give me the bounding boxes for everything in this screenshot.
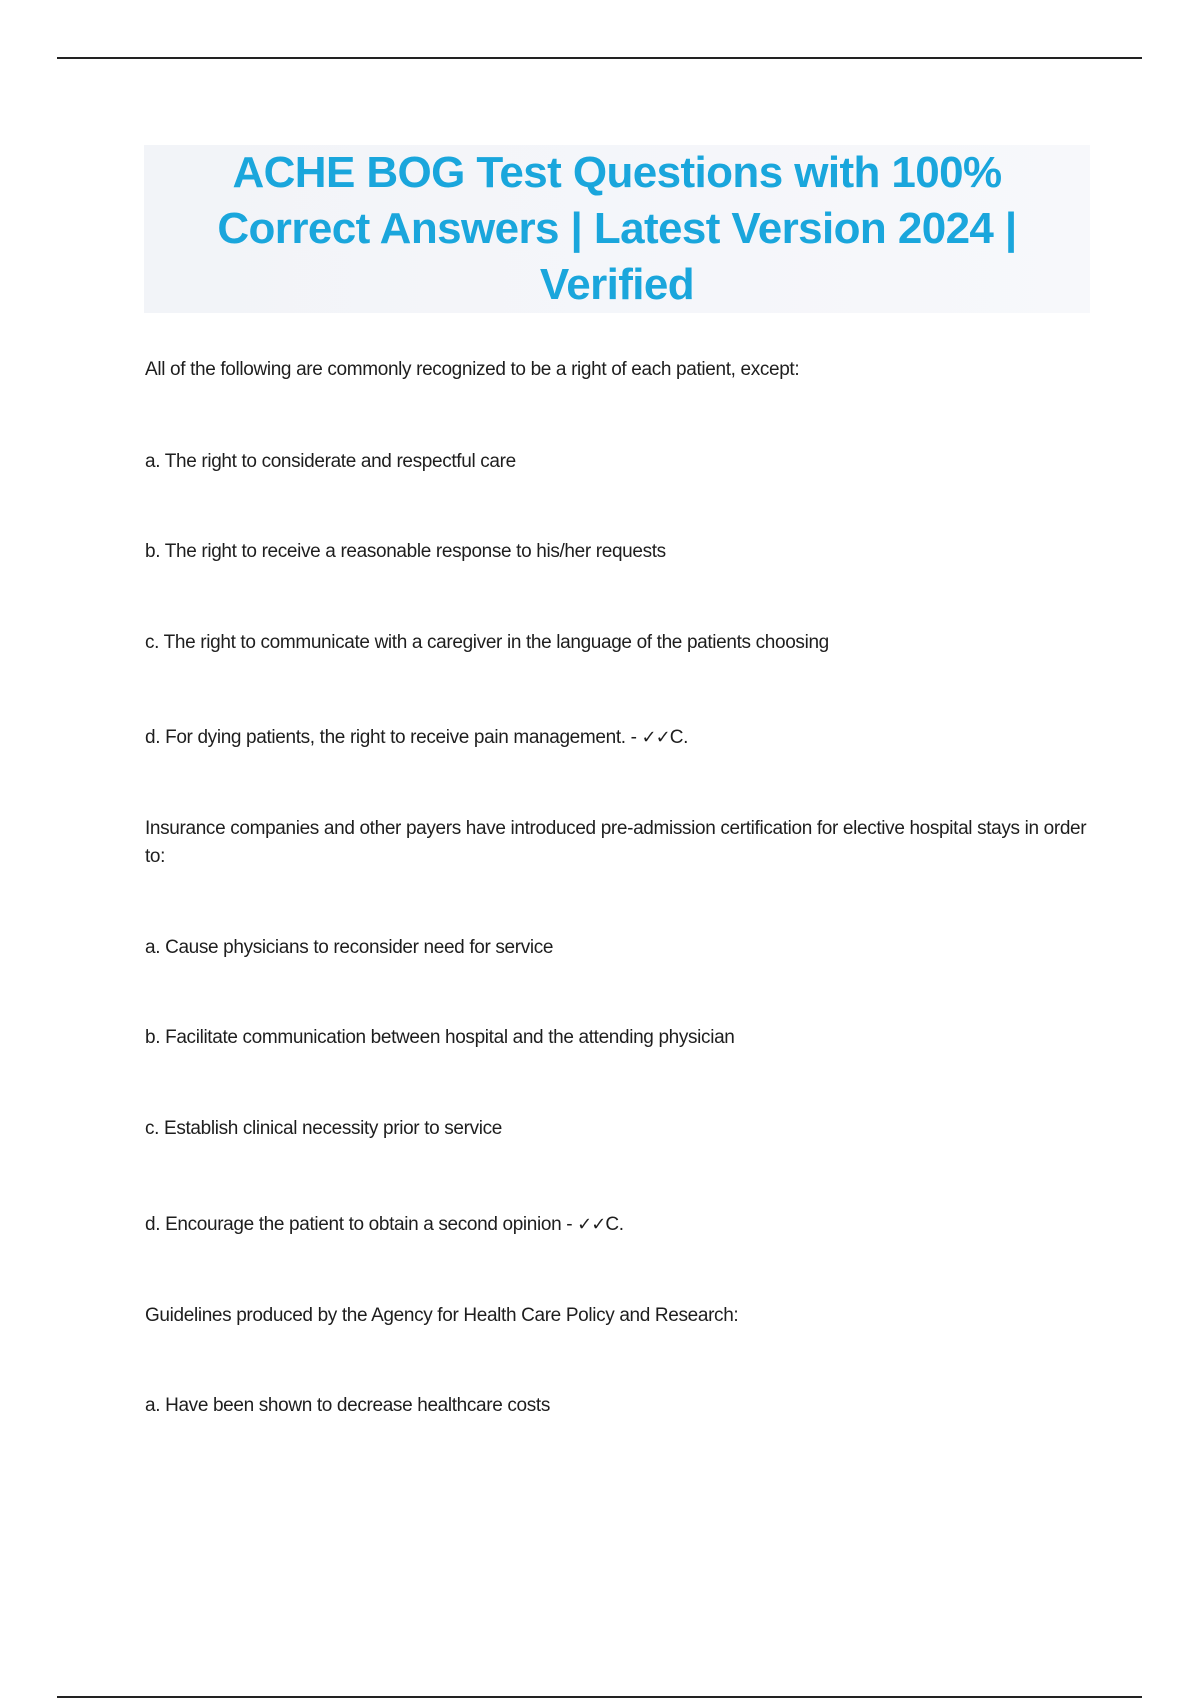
question-1-option-d [145,724,688,752]
question-1-option-a: a. The right to considerate and respectful care [145,451,516,472]
question-2-answer: C. [605,1214,624,1235]
double-check-icon: ✓✓ [641,727,670,748]
question-1-option-d-text: d. For dying patients, the right to receive pain management. [145,727,626,748]
question-1-option-b: b. The right to receive a reasonable response to his/her requests [145,541,666,562]
double-check-icon: ✓✓ [577,1214,606,1235]
question-2-option-d-text: d. Encourage the patient to obtain a second opinion [145,1214,562,1235]
question-2-option-b: b. Facilitate communication between hospital and the attending physician [145,1027,735,1048]
question-2-option-c: c. Establish clinical necessity prior to service [145,1118,503,1139]
answer-separator: - [561,1214,578,1235]
bottom-horizontal-rule [57,1696,1142,1698]
question-1-stem: All of the following are commonly recognized to be a right of each patient, except: [145,359,800,380]
question-2-stem: Insurance companies and other payers have introduced pre-admission certification for elective hospital stays in order to: [145,818,1087,867]
title-banner [144,145,1090,313]
question-2-option-a: a. Cause physicians to reconsider need for service [145,937,554,958]
answer-separator: - [625,727,642,748]
question-2-option-d [145,1211,624,1239]
question-3-stem: Guidelines produced by the Agency for Health Care Policy and Research: [145,1305,739,1326]
document-title: ACHE BOG Test Questions with 100% Correct Answers | Latest Version 2024 | Verified [217,148,1017,309]
question-1-answer: C. [669,727,689,748]
question-1-option-c: c. The right to communicate with a caregiver in the language of the patients choosing [145,632,829,653]
question-3-option-a: a. Have been shown to decrease healthcare costs [145,1395,550,1416]
top-horizontal-rule [57,57,1142,59]
